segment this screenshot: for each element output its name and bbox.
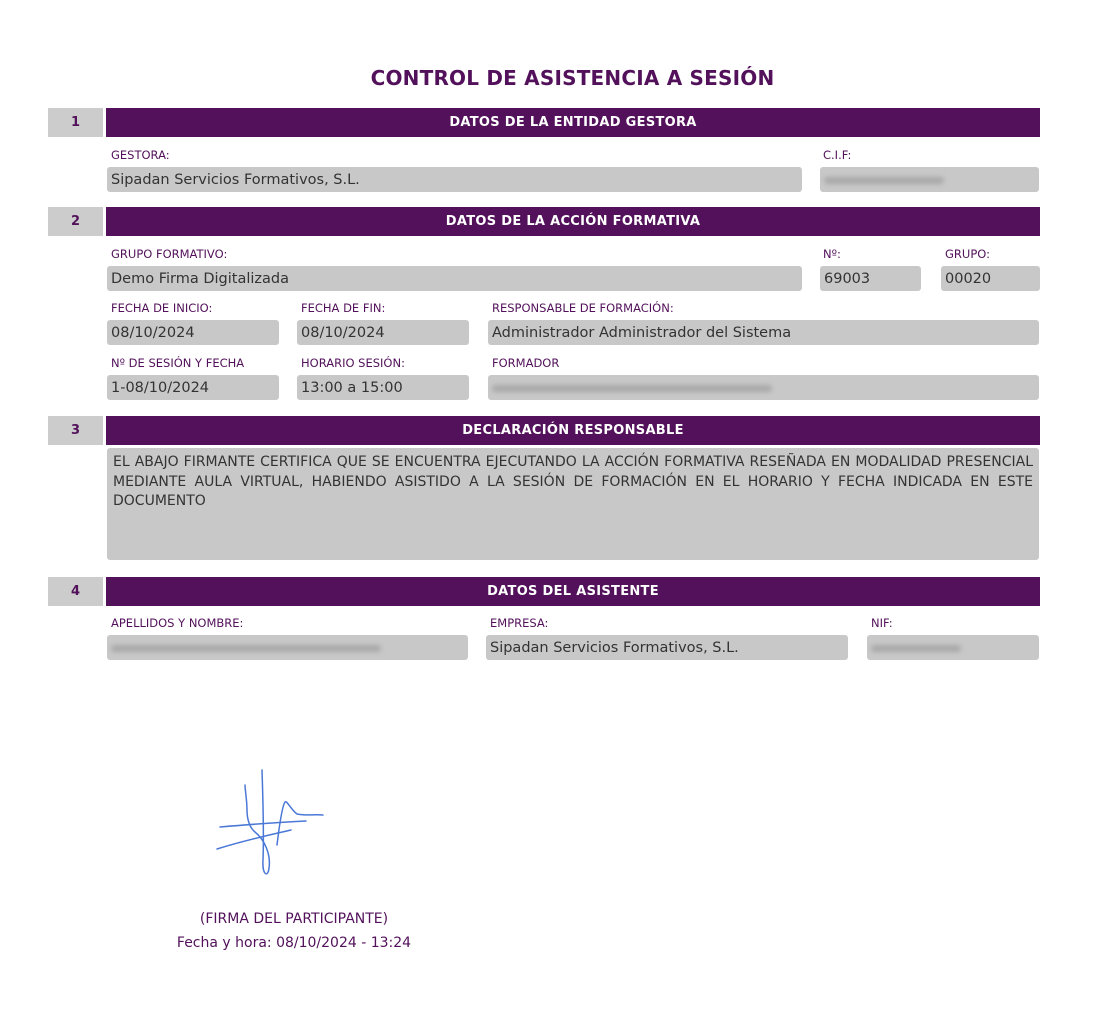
gestora-label: GESTORA:: [111, 148, 170, 162]
horario-field: 13:00 a 15:00: [297, 375, 469, 400]
numero-field: 69003: [820, 266, 921, 291]
fecha-fin-field: 08/10/2024: [297, 320, 469, 345]
sesion-field: 1-08/10/2024: [107, 375, 279, 400]
cif-label: C.I.F:: [823, 148, 852, 162]
section-4-header: DATOS DEL ASISTENTE: [106, 577, 1040, 606]
nif-field: [867, 635, 1039, 660]
grupo-formativo-field: Demo Firma Digitalizada: [107, 266, 802, 291]
empresa-label: EMPRESA:: [490, 616, 549, 630]
nif-label: NIF:: [871, 616, 893, 630]
section-3-header: DECLARACIÓN RESPONSABLE: [106, 416, 1040, 445]
cif-field: [820, 167, 1039, 192]
fecha-inicio-field: 08/10/2024: [107, 320, 279, 345]
grupo-field: 00020: [941, 266, 1040, 291]
responsable-label: RESPONSABLE DE FORMACIÓN:: [492, 301, 674, 315]
redacted-nif: [871, 645, 961, 652]
signature-stroke-1: [245, 770, 269, 874]
section-3-number: 3: [48, 416, 103, 445]
page-title: CONTROL DE ASISTENCIA A SESIÓN: [370, 66, 775, 90]
participant-signature: [205, 760, 335, 885]
signature-stroke-4: [277, 802, 323, 845]
signature-caption: (FIRMA DEL PARTICIPANTE): [199, 911, 389, 927]
nombre-field: [107, 635, 468, 660]
sesion-label: Nº DE SESIÓN Y FECHA: [111, 356, 245, 370]
formador-label: FORMADOR: [492, 356, 560, 370]
formador-field: [488, 375, 1039, 400]
numero-label: Nº:: [823, 247, 841, 261]
horario-label: HORARIO SESIÓN:: [301, 356, 405, 370]
declaracion-text: EL ABAJO FIRMANTE CERTIFICA QUE SE ENCUENTRA EJECUTANDO LA ACCIÓN FORMATIVA RESEÑADA EN MODALIDAD PRESENCIAL MEDIANTE AULA VIRTUAL, HABIENDO ASISTIDO A LA SESIÓN DE FORMACIÓN EN EL HORARIO Y FECHA INDICADA EN ESTE DOCUMENTO: [107, 448, 1039, 560]
section-4-number: 4: [48, 577, 103, 606]
fecha-inicio-label: FECHA DE INICIO:: [111, 301, 213, 315]
section-2-header: DATOS DE LA ACCIÓN FORMATIVA: [106, 207, 1040, 236]
fecha-fin-label: FECHA DE FIN:: [301, 301, 386, 315]
nombre-label: APELLIDOS Y NOMBRE:: [111, 616, 244, 630]
redacted-cif: [824, 177, 944, 184]
signature-datetime: Fecha y hora: 08/10/2024 - 13:24: [176, 935, 412, 951]
redacted-formador: [492, 385, 772, 392]
signature-stroke-3: [217, 830, 291, 849]
responsable-field: Administrador Administrador del Sistema: [488, 320, 1039, 345]
section-1-number: 1: [48, 108, 103, 137]
section-1-header: DATOS DE LA ENTIDAD GESTORA: [106, 108, 1040, 137]
section-2-number: 2: [48, 207, 103, 236]
empresa-field: Sipadan Servicios Formativos, S.L.: [486, 635, 848, 660]
grupo-formativo-label: GRUPO FORMATIVO:: [111, 247, 228, 261]
gestora-field: Sipadan Servicios Formativos, S.L.: [107, 167, 802, 192]
grupo-label: GRUPO:: [945, 247, 990, 261]
redacted-nombre: [111, 645, 381, 652]
